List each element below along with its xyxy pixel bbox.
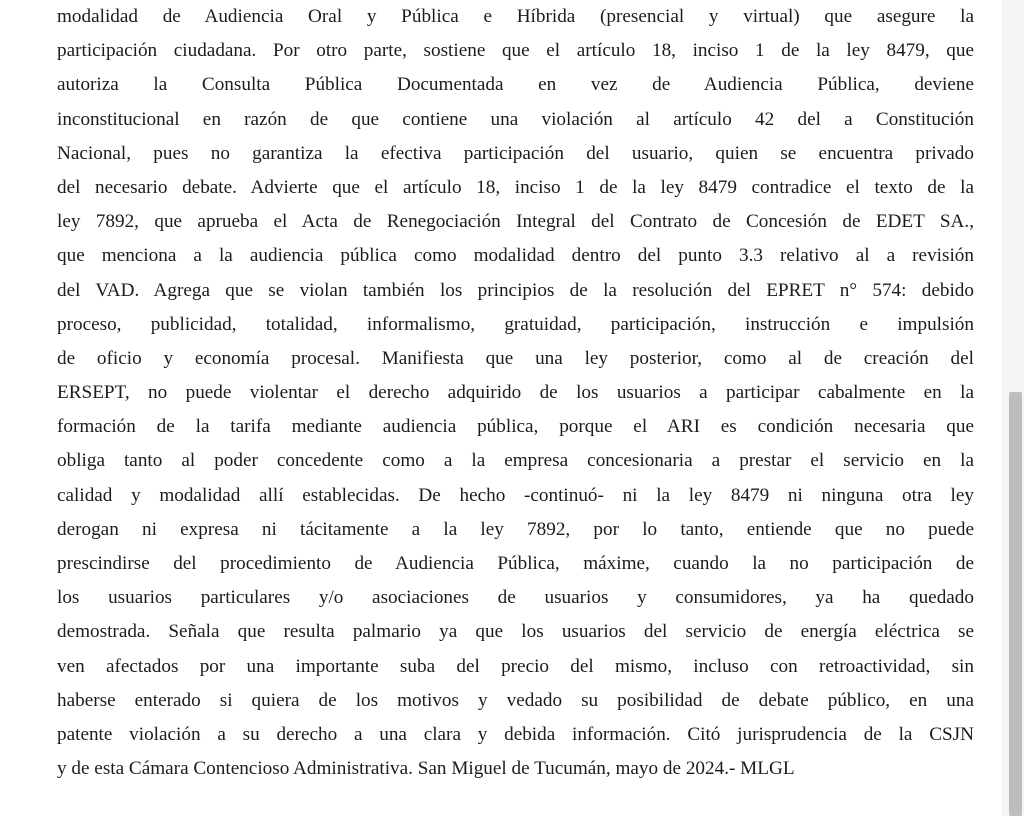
text-line: patente violación a su derecho a una clara y debida información. Citó jurisprudencia de la CSJN <box>57 723 974 745</box>
text-line: que menciona a la audiencia pública como modalidad dentro del punto 3.3 relativo al a revisión <box>57 245 974 267</box>
text-line: derogan ni expresa ni tácitamente a la ley 7892, por lo tanto, entiende que no puede <box>57 518 974 540</box>
text-line: obliga tanto al poder concedente como a la empresa concesionaria a prestar el servicio en la <box>57 450 974 472</box>
text-line: participación ciudadana. Por otro parte, sostiene que el artículo 18, inciso 1 de la ley 8479, que <box>57 40 974 62</box>
text-line: los usuarios particulares y/o asociaciones de usuarios y consumidores, ya ha quedado <box>57 587 974 609</box>
text-line: calidad y modalidad allí establecidas. De hecho -continuó- ni la ley 8479 ni ninguna otra ley <box>57 484 974 506</box>
text-line: autoriza la Consulta Pública Documentada en vez de Audiencia Pública, deviene <box>57 74 974 96</box>
text-line-last: y de esta Cámara Contencioso Administrativa. San Miguel de Tucumán, mayo de 2024.- MLGL <box>57 758 795 780</box>
text-line: prescindirse del procedimiento de Audiencia Pública, máxime, cuando la no participación de <box>57 553 974 574</box>
text-line: modalidad de Audiencia Oral y Pública e Híbrida (presencial y virtual) que asegure la <box>57 6 974 27</box>
document-paragraph <box>57 0 974 786</box>
text-line: proceso, publicidad, totalidad, informalismo, gratuidad, participación, instrucción e impulsión <box>57 313 974 335</box>
text-line: formación de la tarifa mediante audiencia pública, porque el ARI es condición necesaria que <box>57 416 974 438</box>
text-line: Nacional, pues no garantiza la efectiva participación del usuario, quien se encuentra privado <box>57 142 974 164</box>
text-line: inconstitucional en razón de que contiene una violación al artículo 42 del a Constitución <box>57 108 974 130</box>
scrollbar-thumb[interactable] <box>1009 392 1022 816</box>
text-line: ERSEPT, no puede violentar el derecho adquirido de los usuarios a participar cabalmente en la <box>57 382 974 404</box>
text-line: haberse enterado si quiera de los motivos y vedado su posibilidad de debate público, en una <box>57 689 974 711</box>
text-line: ven afectados por una importante suba del precio del mismo, incluso con retroactividad, sin <box>57 655 974 677</box>
text-line: ley 7892, que aprueba el Acta de Renegociación Integral del Contrato de Concesión de EDET SA., <box>57 211 974 233</box>
text-line: del necesario debate. Advierte que el artículo 18, inciso 1 de la ley 8479 contradice el texto de la <box>57 176 974 198</box>
text-line: demostrada. Señala que resulta palmario ya que los usuarios del servicio de energía eléctrica se <box>57 621 974 643</box>
text-line: de oficio y economía procesal. Manifiesta que una ley posterior, como al de creación del <box>57 347 974 369</box>
vertical-scrollbar[interactable] <box>1002 0 1024 816</box>
text-line: del VAD. Agrega que se violan también los principios de la resolución del EPRET n° 574: debido <box>57 279 974 301</box>
